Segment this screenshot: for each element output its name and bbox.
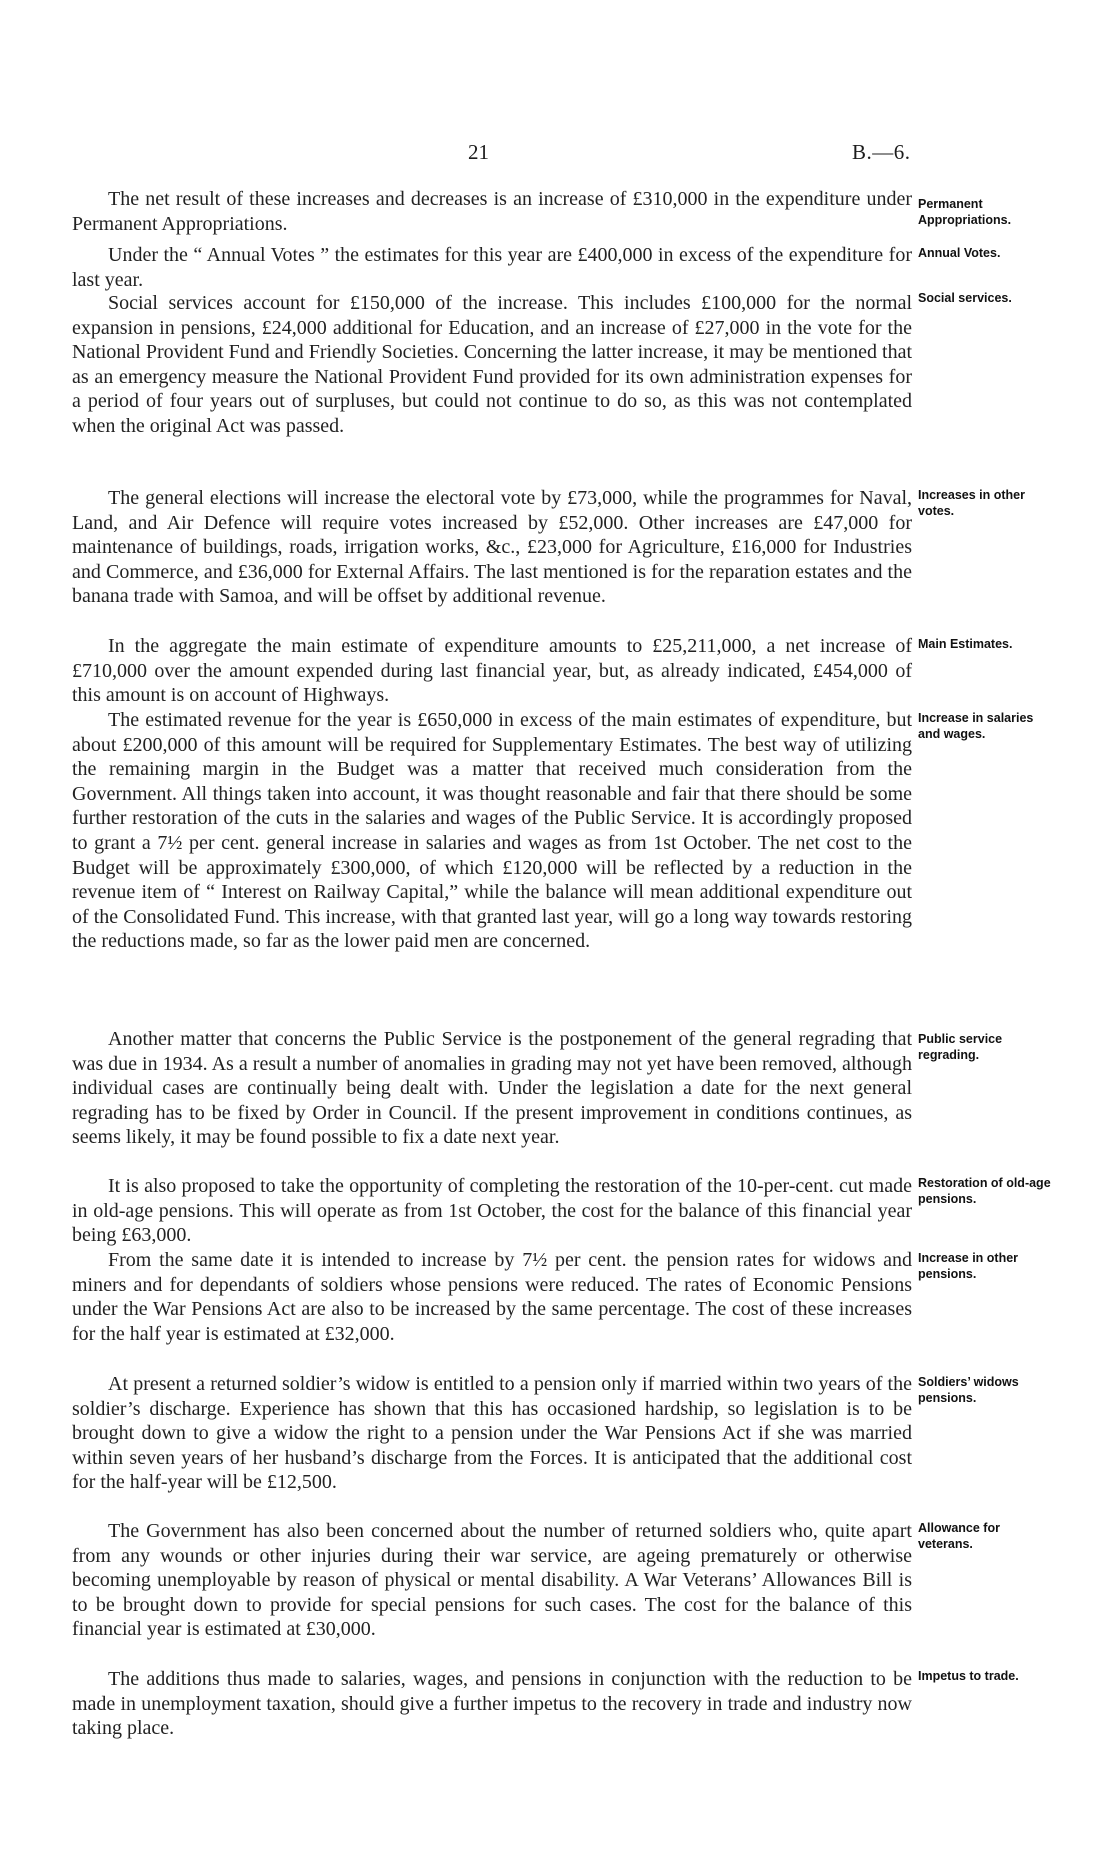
paragraph-annual-votes: Under the “ Annual Votes ” the estimates for this year are £400,000 in excess of the expenditure for last year. (72, 244, 912, 291)
side-note-veterans-allowance: Allowance for veterans. (918, 1521, 1000, 1551)
side-note-annual-votes: Annual Votes. (918, 246, 1001, 260)
side-note-old-age-pensions: Restoration of old-age pensions. (918, 1176, 1051, 1206)
paragraph-public-service-regrading: Another matter that concerns the Public Service is the postponement of the general regrading that was due in 1934. As a result a number of anomalies in grading may not yet have been removed, although individual cases are continually being dealt with. Under the legislation a date for the next general regrading has to be fixed by Order in Council. If the present improvement in conditions continues, as seems likely, it may be found possible to fix a date next year. (72, 1028, 912, 1149)
paragraph-old-age-pensions: It is also proposed to take the opportunity of completing the restoration of the 10-per-cent. cut made in old-age pensions. This will operate as from 1st October, the cost for the balance of this financial year being £63,000. (72, 1175, 912, 1247)
side-note-soldiers-widows: Soldiers’ widows pensions. (918, 1375, 1019, 1405)
paragraph-impetus-to-trade: The additions thus made to salaries, wages, and pensions in conjunction with the reduction to be made in unemployment taxation, should give a further impetus to the recovery in trade and industry now taking place. (72, 1668, 912, 1740)
paragraph-veterans-allowance: The Government has also been concerned about the number of returned soldiers who, quite apart from any wounds or other injuries during their war service, are ageing prematurely or otherwise becoming unemployable by reason of physical or mental disability. A War Veterans’ Allowances Bill is to be brought down to provide for special pensions for such cases. The cost for the balance of this financial year is estimated at £30,000. (72, 1520, 912, 1641)
paragraph-increases-other-votes: The general elections will increase the electoral vote by £73,000, while the programmes for Naval, Land, and Air Defence will require votes increased by £52,000. Other increases are £47,000 for maintenance of buildings, roads, irrigation works, &c., £23,000 for Agriculture, £16,000 for Industries and Commerce, and £36,000 for External Affairs. The last mentioned is for the reparation estates and the banana trade with Samoa, and will be offset by additional revenue. (72, 487, 912, 608)
side-note-increases-other-votes: Increases in other votes. (918, 488, 1025, 518)
side-note-public-service-regrading: Public service regrading. (918, 1032, 1003, 1062)
paragraph-salaries-wages: The estimated revenue for the year is £650,000 in excess of the main estimates of expenditure, but about £200,000 of this amount will be required for Supplementary Estimates. The best way of utilizing the remaining margin in the Budget was a matter that received much consideration from the Government. All things taken into account, it was thought reasonable and fair that there should be some further restoration of the cuts in the salaries and wages of the Public Service. It is accordingly proposed to grant a 7½ per cent. general increase in salaries and wages as from 1st October. The net cost to the Budget will be approximately £300,000, of which £120,000 will be reflected by a reduction in the revenue item of “ Interest on Railway Capital,” while the balance will mean additional expenditure out of the Consolidated Fund. This increase, with that granted last year, will go a long way towards restoring the reductions made, so far as the lower paid men are concerned. (72, 709, 912, 953)
paragraph-social-services: Social services account for £150,000 of the increase. This includes £100,000 for the normal expansion in pensions, £24,000 additional for Education, and an increase of £27,000 in the vote for the National Provident Fund and Friendly Societies. Concerning the latter increase, it may be mentioned that as an emergency measure the National Provident Fund provided for its own administration expenses for a period of four years out of surpluses, but could not continue to do so, as this was not contemplated when the original Act was passed. (72, 292, 912, 437)
paragraph-soldiers-widows: At present a returned soldier’s widow is entitled to a pension only if married within two years of the soldier’s discharge. Experience has shown that this has occasioned hardship, so legislation is to be brought down to give a widow the right to a pension under the War Pensions Act if she was married within seven years of her husband’s discharge from the Forces. It is anticipated that the additional cost for the half-year will be £12,500. (72, 1373, 912, 1494)
paragraph-permanent-appropriations: The net result of these increases and decreases is an increase of £310,000 in the expenditure under Permanent Appropriations. (72, 188, 912, 235)
paragraph-other-pensions: From the same date it is intended to increase by 7½ per cent. the pension rates for widows and miners and for dependants of soldiers whose pensions were reduced. The rates of Economic Pensions under the War Pensions Act are also to be increased by the same percentage. The cost of these increases for the half year is estimated at £32,000. (72, 1249, 912, 1345)
side-note-other-pensions: Increase in other pensions. (918, 1251, 1019, 1281)
side-note-impetus-to-trade: Impetus to trade. (918, 1669, 1019, 1683)
side-note-social-services: Social services. (918, 291, 1012, 305)
side-note-main-estimates: Main Estimates. (918, 637, 1013, 651)
paragraph-main-estimates: In the aggregate the main estimate of expenditure amounts to £25,211,000, a net increase of £710,000 over the amount expended during last financial year, but, as already indicated, £454,000 of this amount is on account of Highways. (72, 635, 912, 707)
side-note-salaries-wages: Increase in salaries and wages. (918, 711, 1034, 741)
side-note-permanent-appropriations: Permanent Appropriations. (918, 197, 1012, 227)
page-reference: B.—6. (852, 140, 911, 164)
page-number: 21 (468, 140, 489, 164)
